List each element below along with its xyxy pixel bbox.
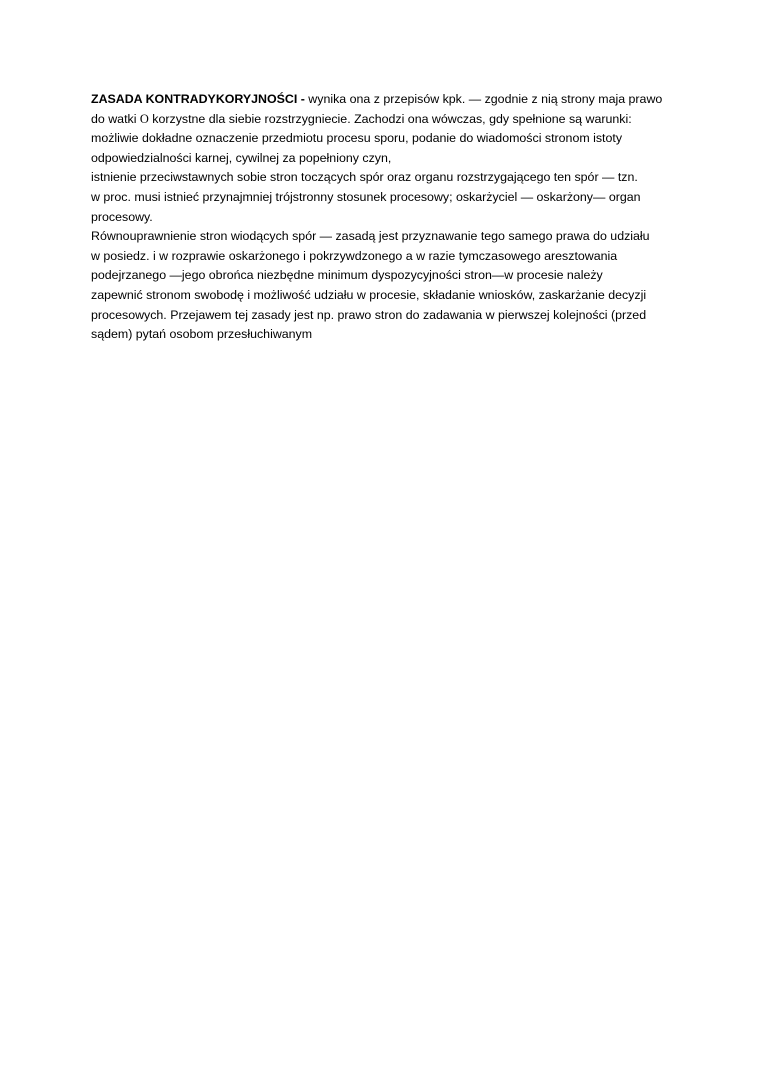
paragraph-line-1 bbox=[91, 90, 681, 110]
paragraph-line-9: w posiedz. i w rozprawie oskarżonego i pokrzywdzonego a w razie tymczasowego aresztowania bbox=[91, 248, 618, 263]
paragraph-line-6: w proc. musi istnieć przynajmniej trójstronny stosunek procesowy; oskarżyciel — oskarżony— organ bbox=[91, 189, 641, 204]
paragraph-line-11: zapewnić stronom swobodę i możliwość udziału w procesie, składanie wniosków, zaskarżanie decyzji bbox=[91, 287, 647, 302]
paragraph-line-12: procesowych. Przejawem tej zasady jest np. prawo stron do zadawania w pierwszej kolejności (przed bbox=[91, 307, 647, 322]
section-heading: ZASADA KONTRADYKORYJNOŚCI - bbox=[91, 92, 305, 106]
paragraph-line-10: podejrzanego —jego obrońca niezbędne minimum dyspozycyjności stron—w procesie należy bbox=[91, 268, 603, 283]
document-body bbox=[91, 90, 681, 345]
paragraph-line-5: istnienie przeciwstawnych sobie stron toczących spór oraz organu rozstrzygającego ten spór — tzn. bbox=[91, 170, 638, 185]
line-2-text-a: do watki bbox=[91, 111, 140, 126]
paragraph-line-2 bbox=[91, 110, 681, 130]
paragraph-line-13: sądem) pytań osobom przesłuchiwanym bbox=[91, 327, 313, 342]
line-2-text-b: korzystne dla siebie rozstrzygniecie. Zachodzi ona wówczas, gdy spełnione są warunki: bbox=[148, 111, 632, 126]
paragraph-line-7: procesowy. bbox=[91, 209, 153, 224]
line-1-text: wynika ona z przepisów kpk. — zgodnie z nią strony maja prawo bbox=[304, 92, 663, 106]
paragraph-line-8: Równouprawnienie stron wiodących spór — zasadą jest przyznawanie tego samego prawa do udziału bbox=[91, 229, 650, 244]
paragraph-line-4: odpowiedzialności karnej, cywilnej za popełniony czyn, bbox=[91, 150, 392, 165]
paragraph-line-3: możliwie dokładne oznaczenie przedmiotu procesu sporu, podanie do wiadomości stronom istoty bbox=[91, 131, 623, 146]
omega-symbol: O bbox=[139, 111, 149, 126]
